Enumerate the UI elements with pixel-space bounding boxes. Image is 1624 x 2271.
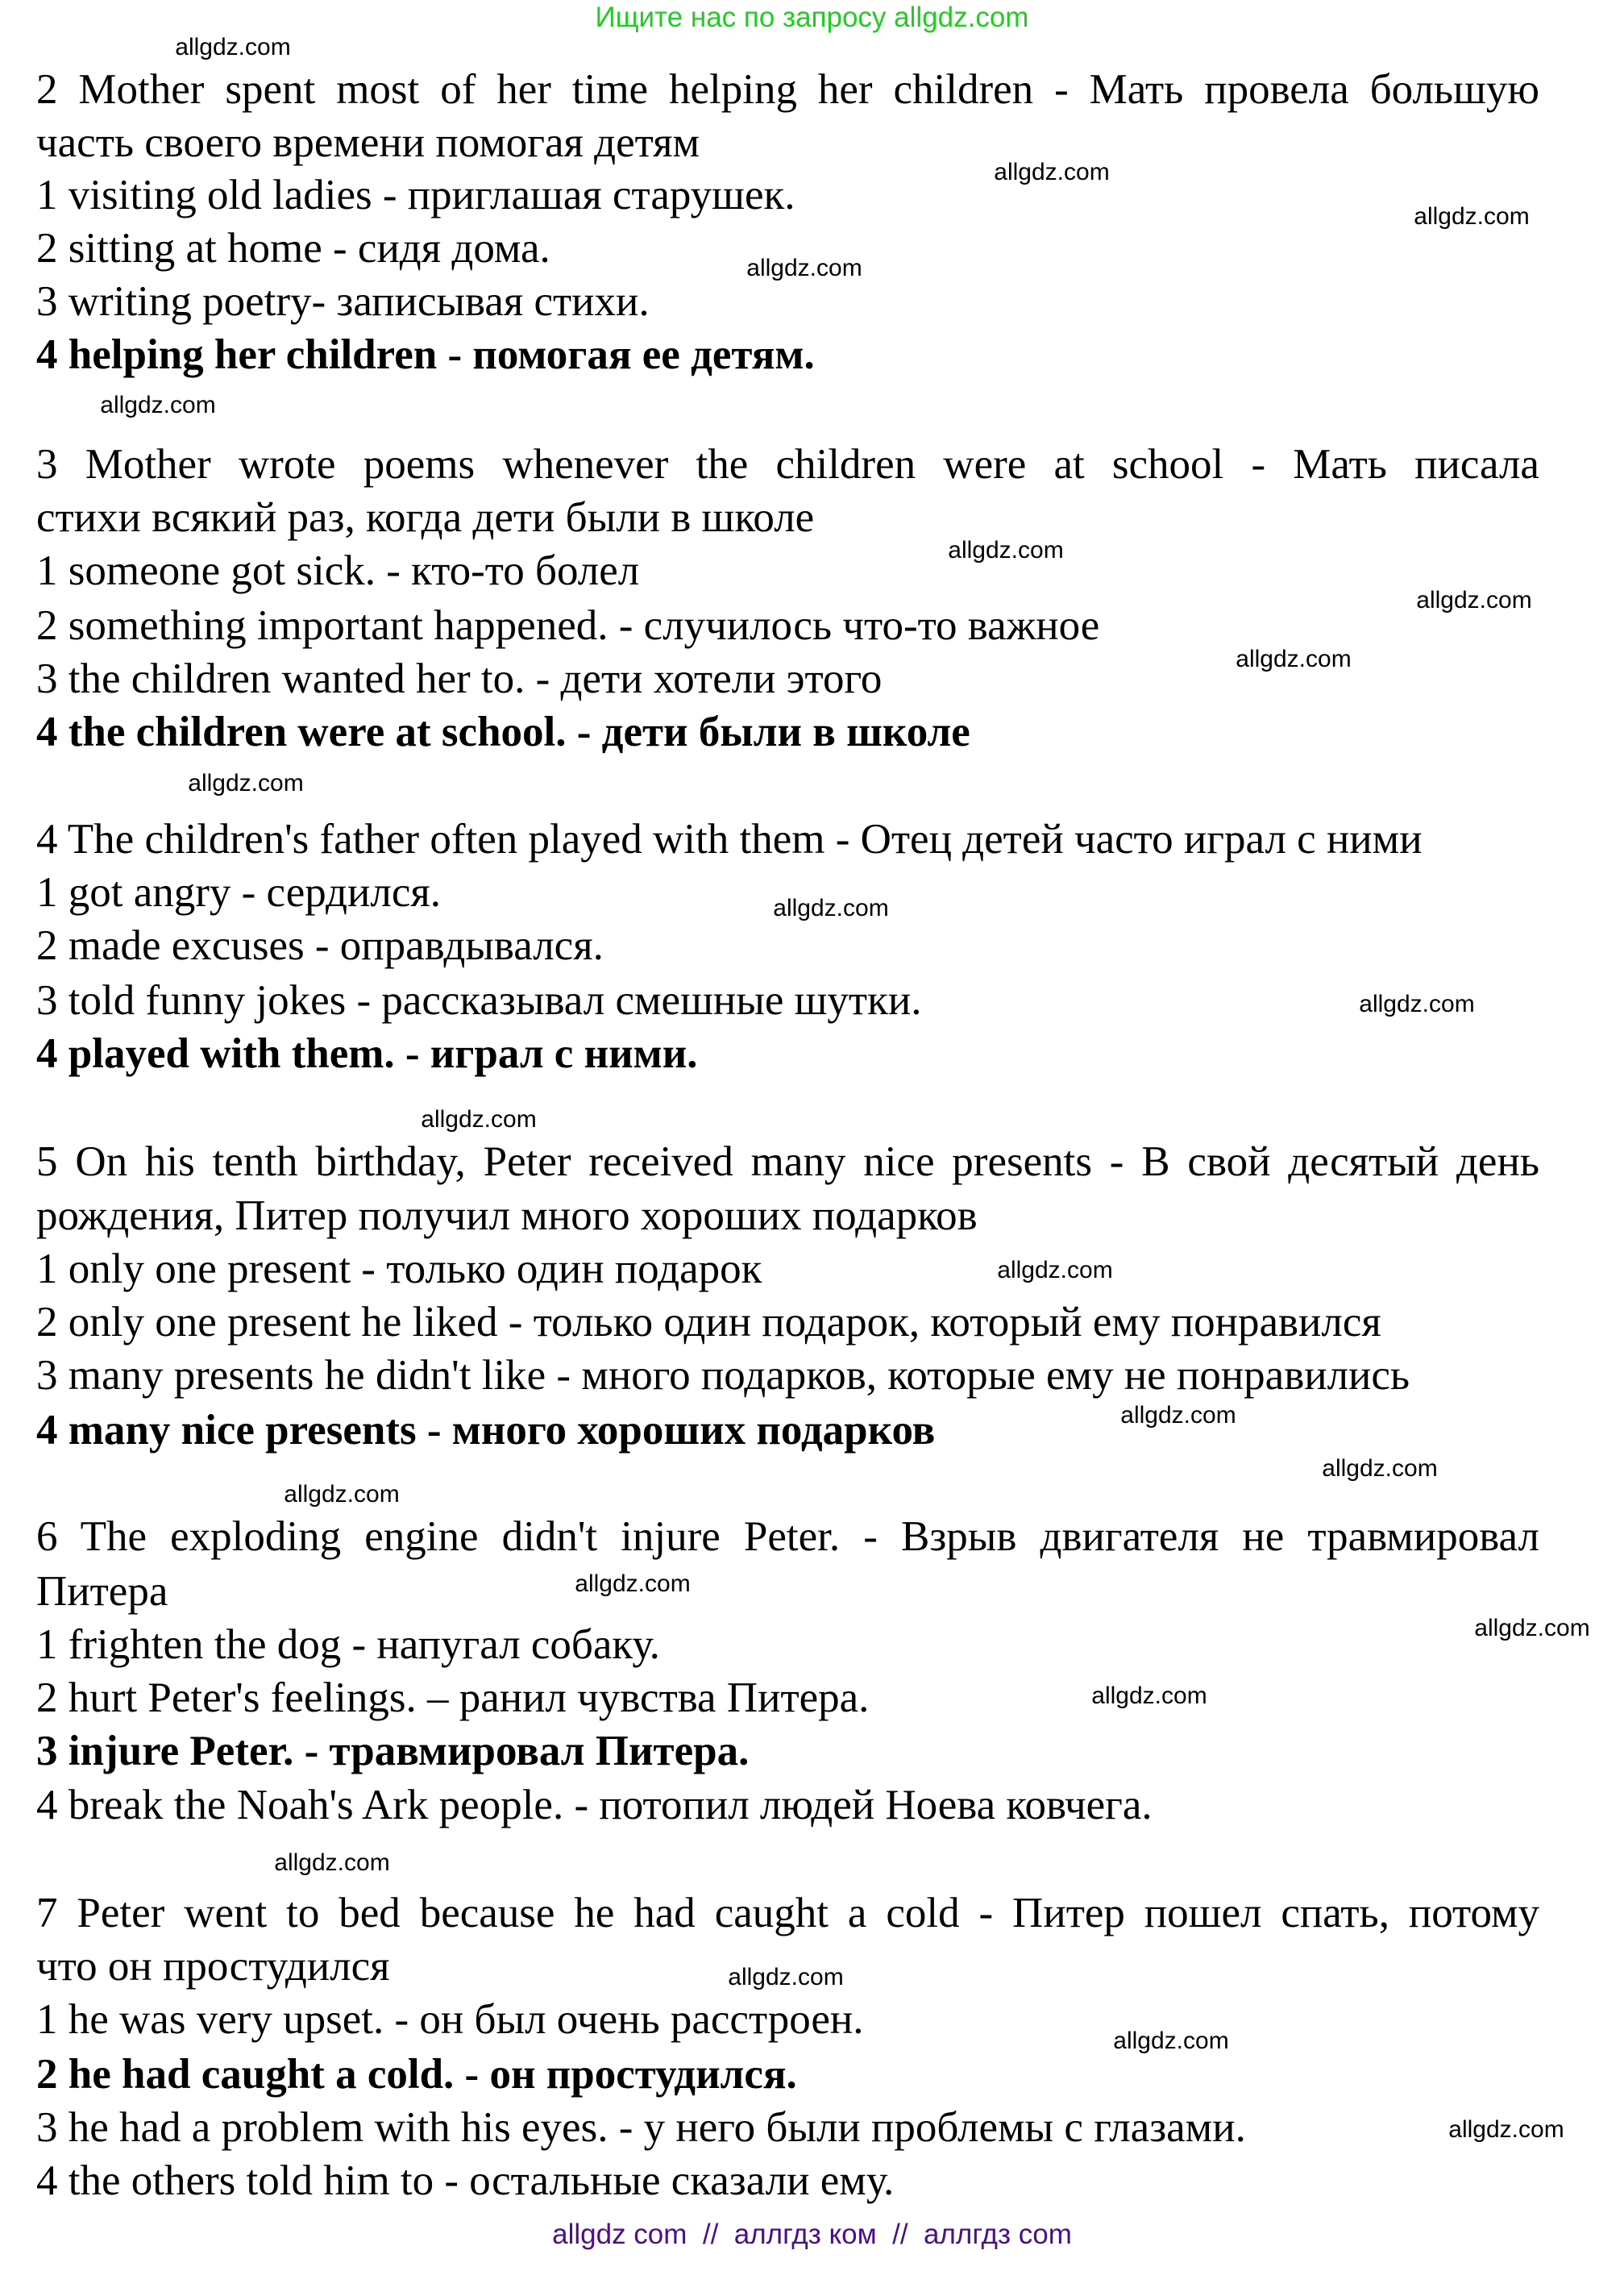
header-banner: Ищите нас по запросу allgdz.com bbox=[595, 2, 1029, 33]
answer-line: 3 writing poetry- записывая стихи. bbox=[36, 278, 650, 325]
watermark: allgdz.com bbox=[1113, 2028, 1229, 2054]
correct-answer-line: 4 many nice presents - много хороших подарков bbox=[36, 1407, 936, 1454]
watermark: allgdz.com bbox=[175, 34, 291, 60]
answer-line: 3 told funny jokes - рассказывал смешные шутки. bbox=[36, 977, 922, 1024]
answer-line: 1 only one present - только один подарок bbox=[36, 1246, 762, 1292]
correct-answer-line: 4 the children were at school. - дети были в школе bbox=[36, 709, 970, 755]
watermark: allgdz.com bbox=[994, 159, 1110, 185]
answer-line: 4 the others told him to - остальные сказали ему. bbox=[36, 2157, 895, 2204]
question-line: 7 Peter went to bed because he had caught a cold - Питер пошел спать, потому bbox=[36, 1890, 1540, 1936]
answer-line: 1 visiting old ladies - приглашая старушек. bbox=[36, 172, 795, 218]
answer-line: 1 someone got sick. - кто-то болел bbox=[36, 547, 640, 594]
watermark: allgdz.com bbox=[728, 1964, 844, 1990]
watermark: allgdz.com bbox=[274, 1849, 390, 1876]
answer-line: 2 hurt Peter's feelings. – ранил чувства Питера. bbox=[36, 1674, 870, 1721]
answer-line: 3 he had a problem with his eyes. - у него были проблемы с глазами. bbox=[36, 2104, 1246, 2151]
watermark: allgdz.com bbox=[1120, 1402, 1236, 1429]
answer-line: Питера bbox=[36, 1568, 168, 1615]
watermark: allgdz.com bbox=[1091, 1682, 1207, 1709]
watermark: allgdz.com bbox=[1448, 2116, 1564, 2143]
correct-answer-line: 4 helping her children - помогая ее детям. bbox=[36, 331, 815, 378]
footer-banner: allgdz com // аллгдз ком // аллгдз com bbox=[552, 2219, 1072, 2250]
answer-line: 1 he was very upset. - он был очень расстроен. bbox=[36, 1996, 864, 2043]
watermark: allgdz.com bbox=[575, 1570, 691, 1597]
correct-answer-line: 2 he had caught a cold. - он простудился. bbox=[36, 2051, 797, 2098]
answer-line: рождения, Питер получил много хороших подарков bbox=[36, 1192, 978, 1239]
watermark: allgdz.com bbox=[100, 392, 216, 418]
answer-line: 3 many presents he didn't like - много подарков, которые ему не понравились bbox=[36, 1352, 1410, 1399]
answer-line: 4 break the Noah's Ark people. - потопил людей Ноева ковчега. bbox=[36, 1782, 1153, 1828]
answer-line: 1 frighten the dog - напугал собаку. bbox=[36, 1621, 660, 1668]
question-line: 6 The exploding engine didn't injure Peter. - Взрыв двигателя не травмировал bbox=[36, 1513, 1539, 1560]
watermark: allgdz.com bbox=[188, 770, 304, 797]
question-line: 5 On his tenth birthday, Peter received many nice presents - В свой десятый день bbox=[36, 1138, 1539, 1185]
question-line: 2 Mother spent most of her time helping her children - Мать провела большую bbox=[36, 66, 1540, 113]
watermark: allgdz.com bbox=[948, 537, 1064, 564]
correct-answer-line: 3 injure Peter. - травмировал Питера. bbox=[36, 1728, 750, 1774]
answer-line: 2 sitting at home - сидя дома. bbox=[36, 225, 550, 272]
watermark: allgdz.com bbox=[1414, 203, 1530, 230]
watermark: allgdz.com bbox=[421, 1106, 537, 1133]
answer-line: что он простудился bbox=[36, 1943, 390, 1990]
watermark: allgdz.com bbox=[1236, 646, 1352, 672]
answer-line: 2 only one present he liked - только один подарок, который ему понравился bbox=[36, 1299, 1381, 1346]
watermark: allgdz.com bbox=[746, 255, 862, 281]
answer-line: 2 made excuses - оправдывался. bbox=[36, 922, 604, 969]
correct-answer-line: 4 played with them. - играл с ними. bbox=[36, 1030, 698, 1077]
watermark: allgdz.com bbox=[1416, 587, 1532, 614]
answer-line: стихи всякий раз, когда дети были в школе bbox=[36, 494, 815, 541]
watermark: allgdz.com bbox=[1359, 991, 1475, 1017]
watermark: allgdz.com bbox=[1322, 1455, 1438, 1482]
question-line: 4 The children's father often played with them - Отец детей часто играл с ними bbox=[36, 816, 1423, 863]
answer-line: 2 something important happened. - случилось что-то важное bbox=[36, 602, 1100, 649]
question-line: 3 Mother wrote poems whenever the children were at school - Мать писала bbox=[36, 441, 1539, 488]
answer-line: 1 got angry - сердился. bbox=[36, 869, 441, 916]
watermark: allgdz.com bbox=[997, 1257, 1113, 1283]
answer-line: 3 the children wanted her to. - дети хотели этого bbox=[36, 655, 883, 702]
watermark: allgdz.com bbox=[284, 1481, 400, 1508]
watermark: allgdz.com bbox=[773, 895, 889, 921]
watermark: allgdz.com bbox=[1474, 1615, 1590, 1641]
answer-line: часть своего времени помогая детям bbox=[36, 119, 700, 166]
